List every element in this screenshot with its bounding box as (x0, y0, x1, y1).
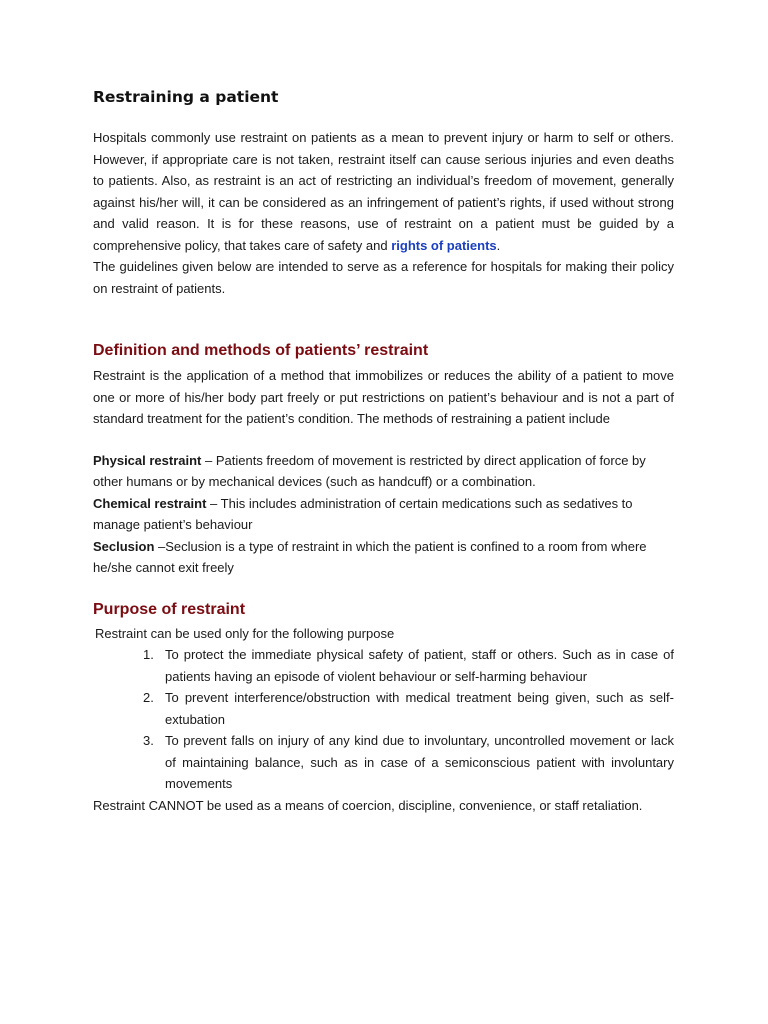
list-item (93, 687, 674, 730)
list-text: To protect the immediate physical safety of patient, staff or others. Such as in case of patients having an episode of violent behaviour or self-harming behaviour (165, 647, 674, 684)
definition-paragraph: Restraint is the application of a method that immobilizes or reduces the ability of a patient to move one or more of his/her body part freely or put restrictions on patient’s behaviour and is not a part of standard treatment for the patient’s condition. The methods of restraining a patient include (93, 368, 674, 426)
method-chemical (93, 493, 674, 536)
purpose-heading: Purpose of restraint (93, 600, 246, 618)
intro-text: Hospitals commonly use restraint on patients as a mean to prevent injury or harm to self or others. However, if appropriate care is not taken, restraint itself can cause serious injuries and even deaths to patients. Also, as restraint is an act of restricting an individual’s freedom of movement, generally against his/her will, it can be considered as an infringement of patient’s rights, if used without strong and valid reason. It is for these reasons, use of restraint on a patient must be guided by a comprehensive policy, that takes care of safety and (93, 130, 674, 253)
method-term: Chemical restraint (93, 495, 207, 511)
list-item (93, 730, 674, 795)
definition-heading: Definition and methods of patients’ restraint (93, 342, 429, 359)
restraint-methods (93, 450, 674, 579)
list-text: To prevent falls on injury of any kind due to involuntary, uncontrolled movement or lack of maintaining balance, such as in case of a semiconscious patient with involuntary movements (165, 733, 674, 791)
purpose-list (93, 644, 674, 795)
method-seclusion (93, 536, 674, 579)
purpose-intro: Restraint can be used only for the following purpose (95, 625, 395, 641)
method-physical (93, 450, 674, 493)
rights-of-patients-link[interactable]: rights of patients (391, 237, 497, 253)
method-desc: – This includes administration of certain medications such as sedatives to manage patient’s behaviour (93, 495, 633, 532)
intro-text-end: . (496, 237, 501, 253)
method-desc: – Patients freedom of movement is restricted by direct application of force by other humans or by mechanical devices (such as handcuff) or a combination. (93, 452, 646, 489)
guidelines-paragraph: The guidelines given below are intended to serve as a reference for hospitals for making their policy on restraint of patients. (93, 259, 674, 296)
cannot-paragraph: Restraint CANNOT be used as a means of coercion, discipline, convenience, or staff retaliation. (93, 797, 643, 813)
list-number: 2. (143, 690, 154, 705)
method-term: Physical restraint (93, 452, 202, 468)
intro-paragraph (93, 127, 674, 256)
list-number: 3. (143, 733, 154, 748)
page-title: Restraining a patient (93, 88, 279, 106)
list-item (93, 644, 674, 687)
method-desc: –Seclusion is a type of restraint in which the patient is confined to a room from where he/she cannot exit freely (93, 538, 647, 575)
list-number: 1. (143, 647, 154, 662)
method-term: Seclusion (93, 538, 155, 554)
document-content (93, 86, 674, 816)
list-text: To prevent interference/obstruction with medical treatment being given, such as self-extubation (165, 690, 674, 727)
